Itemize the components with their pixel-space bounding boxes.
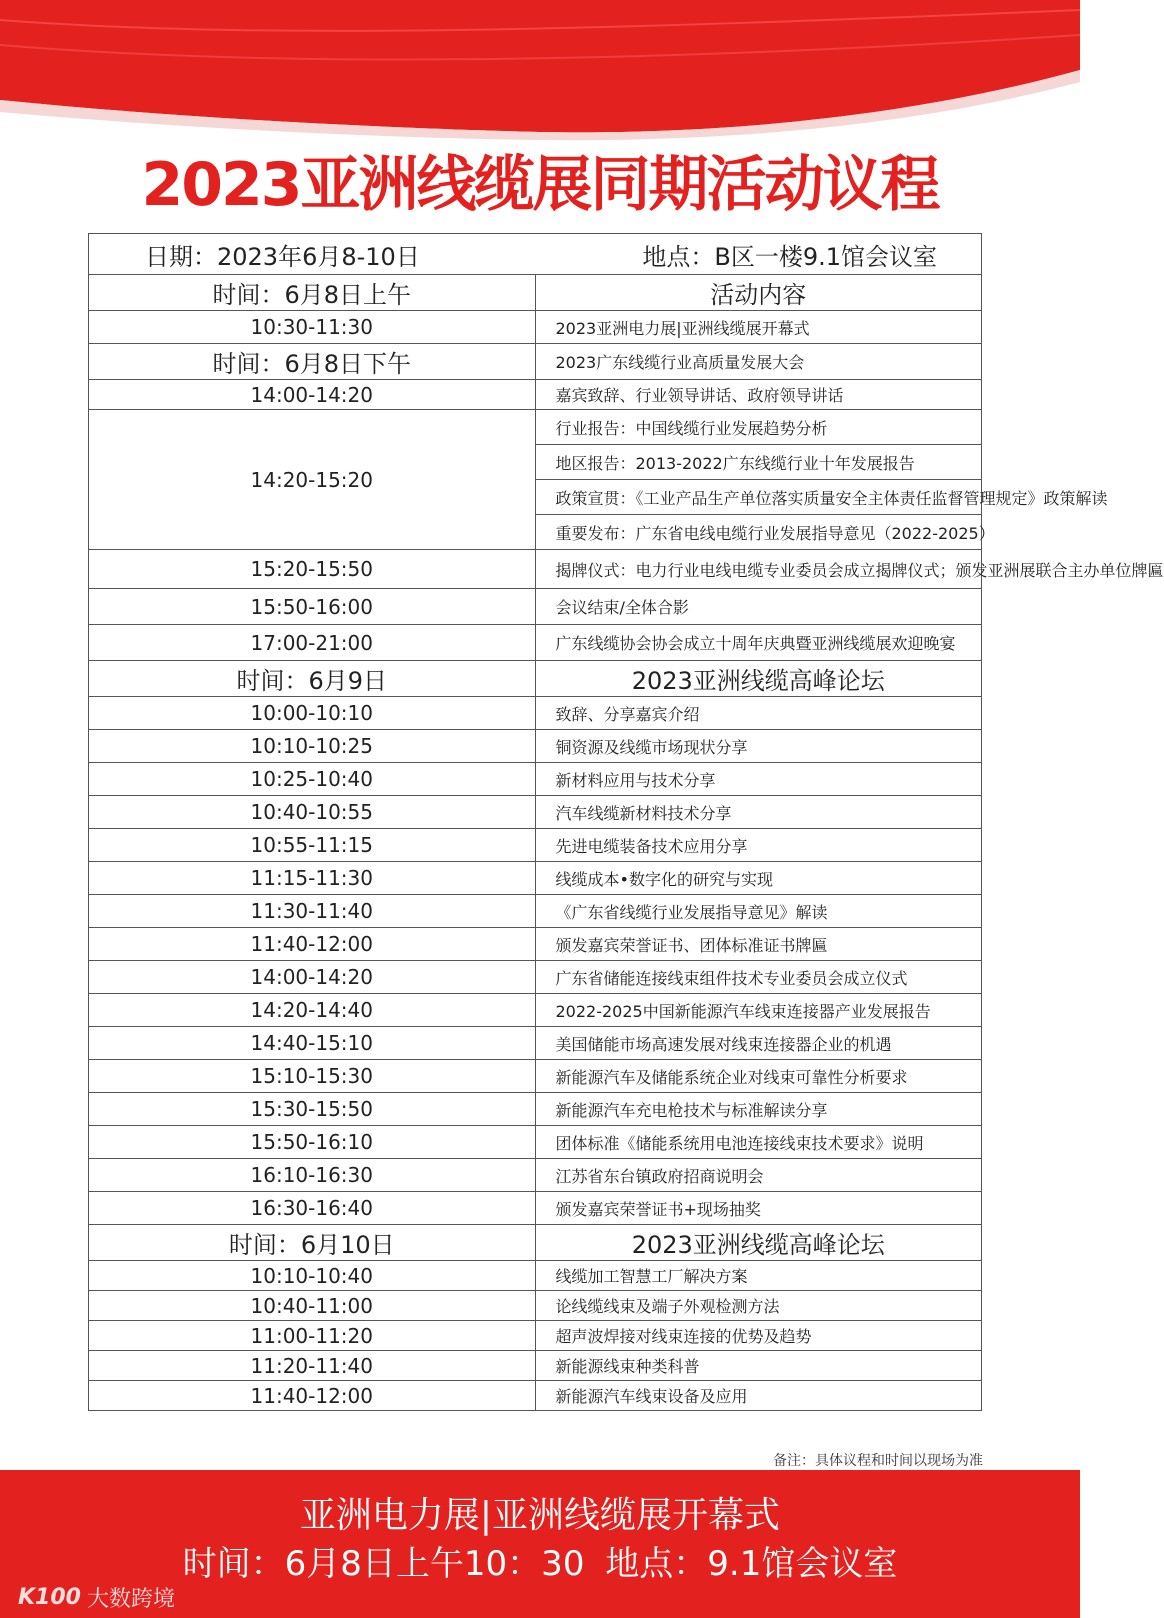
row-content: 汽车线缆新材料技术分享 <box>535 796 982 829</box>
table-row <box>89 1060 982 1093</box>
row-time: 15:50-16:10 <box>89 1126 536 1159</box>
row-content: 新能源汽车及储能系统企业对线束可靠性分析要求 <box>535 1060 982 1093</box>
row-content: 论线缆线束及端子外观检测方法 <box>535 1291 982 1321</box>
table-row <box>89 763 982 796</box>
location-label: 地点：B区一楼9.1馆会议室 <box>642 242 937 271</box>
row-time: 10:55-11:15 <box>89 829 536 862</box>
row-time: 11:40-12:00 <box>89 1381 536 1411</box>
row-time: 15:20-15:50 <box>89 550 536 589</box>
row-time: 11:40-12:00 <box>89 928 536 961</box>
agenda-table <box>88 233 1164 1411</box>
row-content: 新能源线束种类科普 <box>535 1351 982 1381</box>
table-row <box>89 796 982 829</box>
row-content: 广东线缆协会协会成立十周年庆典暨亚洲线缆展欢迎晚宴 <box>535 625 982 661</box>
table-row <box>89 625 982 661</box>
row-time: 10:40-11:00 <box>89 1291 536 1321</box>
table-row <box>89 994 982 1027</box>
section-time: 时间：6月8日下午 <box>89 344 536 380</box>
row-time: 15:30-15:50 <box>89 1093 536 1126</box>
table-row <box>89 697 982 730</box>
row-time: 16:30-16:40 <box>89 1192 536 1225</box>
section-header <box>89 344 982 380</box>
section-header <box>89 1225 982 1261</box>
footer-event-title: 亚洲电力展|亚洲线缆展开幕式 <box>299 1495 781 1536</box>
table-row <box>89 1126 982 1159</box>
row-content: 铜资源及线缆市场现状分享 <box>535 730 982 763</box>
row-content: 超声波焊接对线束连接的优势及趋势 <box>535 1321 982 1351</box>
table-row <box>89 1192 982 1225</box>
table-row <box>89 410 982 445</box>
row-content: 致辞、分享嘉宾介绍 <box>535 697 982 730</box>
row-content: 先进电缆装备技术应用分享 <box>535 829 982 862</box>
row-time: 10:30-11:30 <box>89 311 536 344</box>
row-content: 新能源汽车充电枪技术与标准解读分享 <box>535 1093 982 1126</box>
table-row <box>89 380 982 410</box>
row-time: 10:10-10:25 <box>89 730 536 763</box>
row-time: 14:20-15:20 <box>89 410 536 550</box>
row-content: 2022-2025中国新能源汽车线束连接器产业发展报告 <box>535 994 982 1027</box>
row-content: 线缆加工智慧工厂解决方案 <box>535 1261 982 1291</box>
row-time: 15:50-16:00 <box>89 589 536 625</box>
table-row <box>89 895 982 928</box>
footer-event-info: 时间：6月8日上午10：30 地点：9.1馆会议室 <box>182 1544 898 1584</box>
watermark-text: 大数跨境 <box>86 1587 175 1612</box>
row-content: 江苏省东台镇政府招商说明会 <box>535 1159 982 1192</box>
row-content: 美国储能市场高速发展对线束连接器企业的机遇 <box>535 1027 982 1060</box>
row-content: 《广东省线缆行业发展指导意见》解读 <box>535 895 982 928</box>
row-content: 政策宣贯：《工业产品生产单位落实质量安全主体责任监督管理规定》政策解读 <box>535 480 982 515</box>
table-row <box>89 1351 982 1381</box>
table-row <box>89 1159 982 1192</box>
row-content: 2023亚洲电力展|亚洲线缆展开幕式 <box>535 311 982 344</box>
row-time: 14:40-15:10 <box>89 1027 536 1060</box>
row-time: 11:15-11:30 <box>89 862 536 895</box>
section-header <box>89 661 982 697</box>
table-row <box>89 862 982 895</box>
info-row <box>89 234 982 275</box>
table-row <box>89 829 982 862</box>
row-time: 15:10-15:30 <box>89 1060 536 1093</box>
row-time: 10:00-10:10 <box>89 697 536 730</box>
row-content: 会议结束/全体合影 <box>535 589 982 625</box>
footnote: 备注：具体议程和时间以现场为准 <box>773 1453 983 1469</box>
row-content: 地区报告：2013-2022广东线缆行业十年发展报告 <box>535 445 982 480</box>
table-row <box>89 550 982 589</box>
section-time: 时间：6月10日 <box>89 1225 536 1261</box>
table-row <box>89 1321 982 1351</box>
table-row <box>89 1381 982 1411</box>
table-row <box>89 928 982 961</box>
section-time: 时间：6月8日上午 <box>89 275 536 311</box>
watermark-logo: K100 <box>18 1585 81 1610</box>
table-row <box>89 730 982 763</box>
row-content: 嘉宾致辞、行业领导讲话、政府领导讲话 <box>535 380 982 410</box>
page-title: 2023亚洲线缆展同期活动议程 <box>141 150 939 220</box>
table-row <box>89 589 982 625</box>
row-time: 11:30-11:40 <box>89 895 536 928</box>
row-content: 重要发布：广东省电线电缆行业发展指导意见（2022-2025） <box>535 515 982 550</box>
table-row <box>89 1093 982 1126</box>
row-time: 14:20-14:40 <box>89 994 536 1027</box>
row-content: 颁发嘉宾荣誉证书、团体标准证书牌匾 <box>535 928 982 961</box>
section-title: 2023亚洲线缆高峰论坛 <box>535 1225 982 1261</box>
row-content: 颁发嘉宾荣誉证书+现场抽奖 <box>535 1192 982 1225</box>
day3-rows <box>89 1261 982 1411</box>
table-row <box>89 1291 982 1321</box>
row-time: 10:10-10:40 <box>89 1261 536 1291</box>
row-time: 17:00-21:00 <box>89 625 536 661</box>
row-time: 14:00-14:20 <box>89 961 536 994</box>
row-content: 揭牌仪式：电力行业电线电缆专业委员会成立揭牌仪式；颁发亚洲展联合主办单位牌匾 <box>535 550 982 589</box>
date-label: 日期：2023年6月8-10日 <box>145 242 420 271</box>
row-time: 11:20-11:40 <box>89 1351 536 1381</box>
table-row <box>89 311 982 344</box>
row-time: 10:40-10:55 <box>89 796 536 829</box>
row-time: 11:00-11:20 <box>89 1321 536 1351</box>
watermark <box>18 1582 175 1613</box>
section-header <box>89 275 982 311</box>
section-title: 2023广东线缆行业高质量发展大会 <box>535 344 982 380</box>
row-content: 线缆成本•数字化的研究与实现 <box>535 862 982 895</box>
row-content: 广东省储能连接线束组件技术专业委员会成立仪式 <box>535 961 982 994</box>
top-red-banner <box>0 0 1080 140</box>
row-time: 10:25-10:40 <box>89 763 536 796</box>
row-content: 新材料应用与技术分享 <box>535 763 982 796</box>
row-content: 新能源汽车线束设备及应用 <box>535 1381 982 1411</box>
row-time: 14:00-14:20 <box>89 380 536 410</box>
section-title: 活动内容 <box>535 275 982 311</box>
row-content: 团体标准《储能系统用电池连接线束技术要求》说明 <box>535 1126 982 1159</box>
table-row <box>89 1261 982 1291</box>
table-row <box>89 961 982 994</box>
row-time: 16:10-16:30 <box>89 1159 536 1192</box>
table-row <box>89 1027 982 1060</box>
row-content: 行业报告：中国线缆行业发展趋势分析 <box>535 410 982 445</box>
section-title: 2023亚洲线缆高峰论坛 <box>535 661 982 697</box>
section-time: 时间：6月9日 <box>89 661 536 697</box>
day2-rows <box>89 697 982 1225</box>
